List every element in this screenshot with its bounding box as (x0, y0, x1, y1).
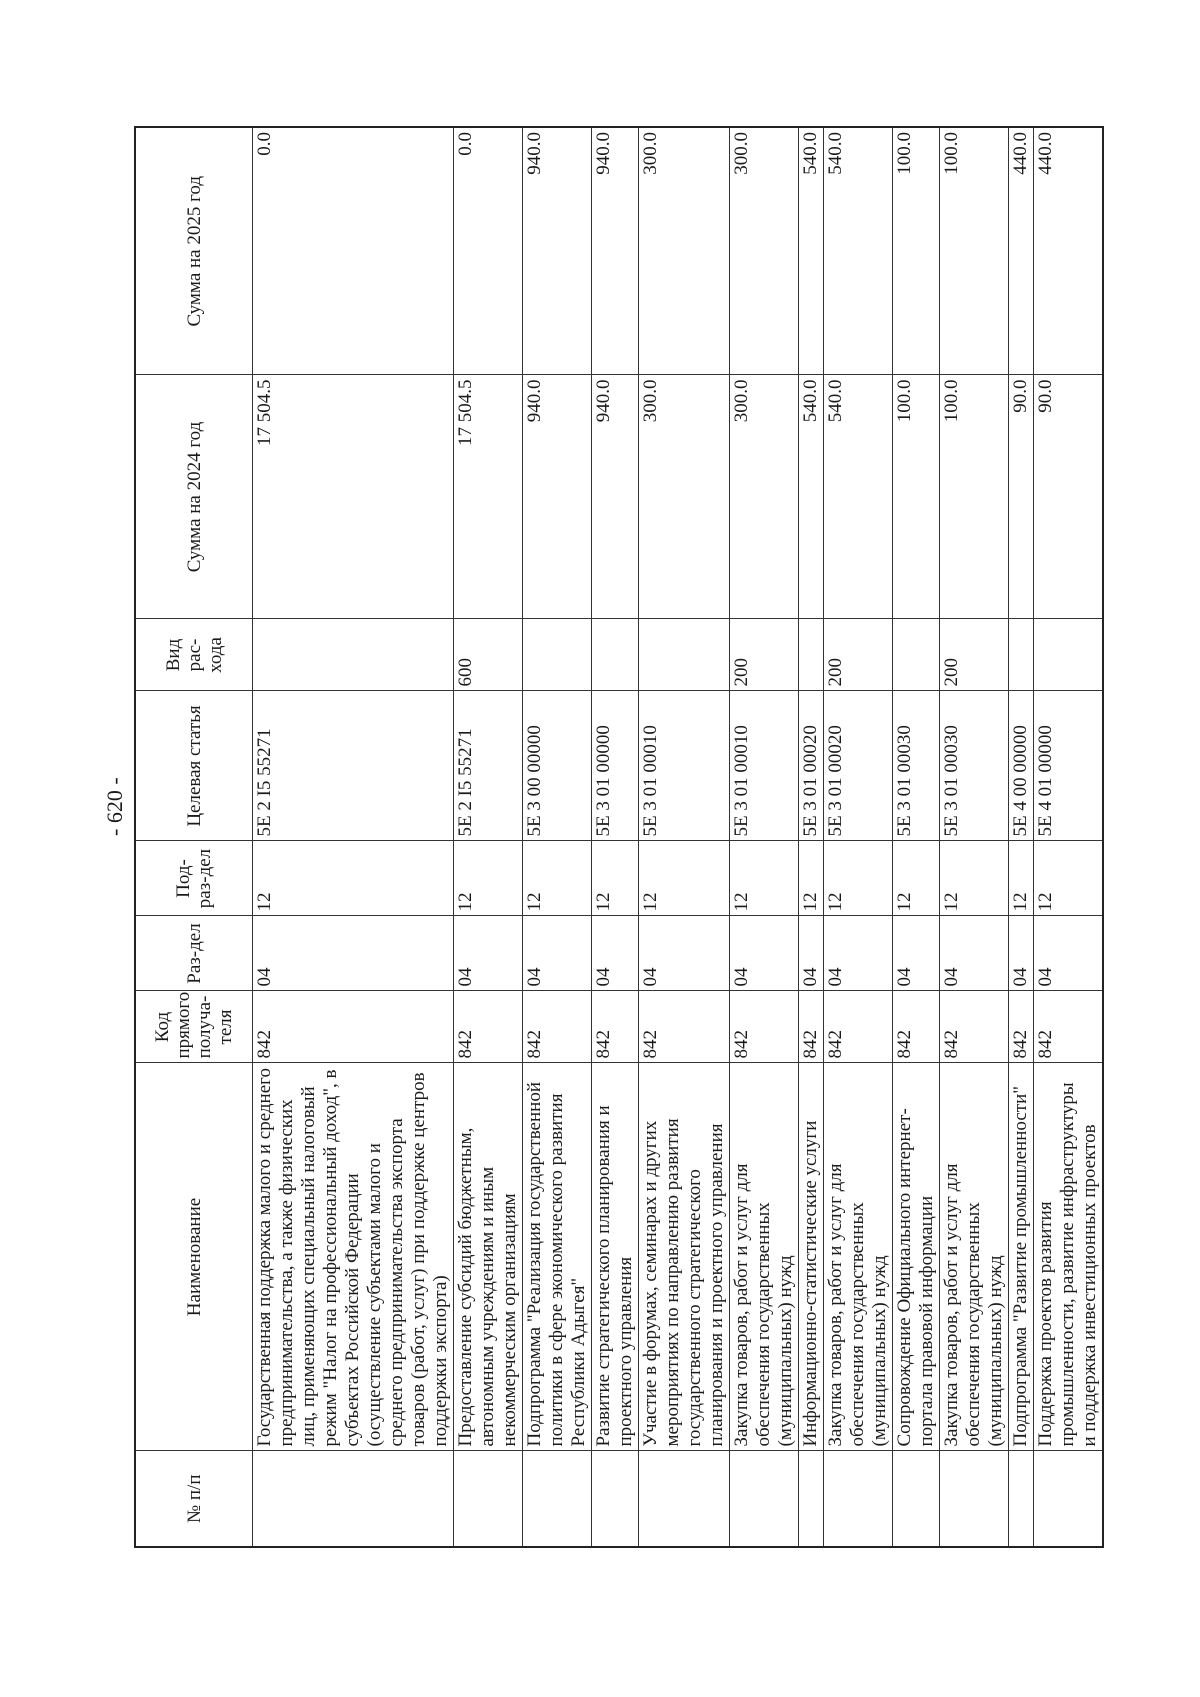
cell-recipient: 842 (1009, 991, 1034, 1063)
cell-sum-2024: 100.0 (893, 375, 940, 619)
cell-sum-2024: 90.0 (1034, 375, 1104, 619)
cell-target: 5Е 3 01 00020 (824, 691, 893, 841)
cell-target: 5Е 3 01 00020 (799, 691, 824, 841)
cell-section: 04 (730, 916, 799, 991)
cell-section: 04 (454, 916, 523, 991)
table-row (1009, 127, 1034, 1547)
cell-sum-2025: 100.0 (893, 127, 940, 375)
cell-no (730, 1451, 799, 1547)
cell-subsection: 12 (639, 841, 730, 916)
cell-section: 04 (1009, 916, 1034, 991)
cell-recipient: 842 (940, 991, 1009, 1063)
cell-expense: 200 (730, 619, 799, 691)
cell-name: Предоставление субсидий бюджетным, автономным учреждениям и иным некоммерческим организациям (454, 1063, 523, 1451)
cell-subsection: 12 (1009, 841, 1034, 916)
table-row (799, 127, 824, 1547)
cell-expense: 200 (824, 619, 893, 691)
table-row (454, 127, 523, 1547)
cell-sum-2024: 100.0 (940, 375, 1009, 619)
cell-recipient: 842 (454, 991, 523, 1063)
table-row (824, 127, 893, 1547)
cell-recipient: 842 (799, 991, 824, 1063)
header-target: Целевая статья (135, 691, 253, 841)
cell-name: Развитие стратегического планирования и проектного управления (592, 1063, 639, 1451)
cell-no (1034, 1451, 1104, 1547)
cell-no (592, 1451, 639, 1547)
cell-sum-2024: 17 504.5 (253, 375, 454, 619)
header-sum-2024: Сумма на 2024 год (135, 375, 253, 619)
header-subsection: Под-раз-дел (135, 841, 253, 916)
table-row (940, 127, 1009, 1547)
cell-subsection: 12 (799, 841, 824, 916)
header-sum-2025: Сумма на 2025 год (135, 127, 253, 375)
cell-name: Участие в форумах, семинарах и других мероприятиях по направлению развития государственного стратегического планирования и проектного управления (639, 1063, 730, 1451)
cell-no (1009, 1451, 1034, 1547)
cell-target: 5Е 4 01 00000 (1034, 691, 1104, 841)
cell-recipient: 842 (893, 991, 940, 1063)
cell-sum-2025: 300.0 (730, 127, 799, 375)
cell-subsection: 12 (592, 841, 639, 916)
cell-target: 5Е 2 I5 55271 (253, 691, 454, 841)
cell-section: 04 (1034, 916, 1104, 991)
cell-subsection: 12 (940, 841, 1009, 916)
cell-sum-2024: 300.0 (730, 375, 799, 619)
cell-recipient: 842 (253, 991, 454, 1063)
cell-section: 04 (592, 916, 639, 991)
cell-name: Подпрограмма "Реализация государственной политики в сфере экономического развития Республики Адыгея" (523, 1063, 592, 1451)
header-row (135, 127, 253, 1547)
rotated-budget-table-wrapper (134, 128, 1100, 1548)
cell-target: 5Е 3 01 00030 (940, 691, 1009, 841)
cell-sum-2024: 940.0 (523, 375, 592, 619)
cell-subsection: 12 (253, 841, 454, 916)
cell-section: 04 (824, 916, 893, 991)
cell-name: Поддержка проектов развития промышленности, развитие инфраструктуры и поддержка инвестиционных проектов (1034, 1063, 1104, 1451)
budget-table (134, 126, 1104, 1548)
cell-expense (799, 619, 824, 691)
cell-section: 04 (799, 916, 824, 991)
cell-expense (893, 619, 940, 691)
cell-sum-2024: 300.0 (639, 375, 730, 619)
cell-subsection: 12 (1034, 841, 1104, 916)
cell-section: 04 (893, 916, 940, 991)
header-recipient: Код прямого получа-теля (135, 991, 253, 1063)
cell-sum-2025: 0.0 (253, 127, 454, 375)
cell-sum-2024: 17 504.5 (454, 375, 523, 619)
cell-subsection: 12 (730, 841, 799, 916)
cell-target: 5Е 2 I5 55271 (454, 691, 523, 841)
cell-sum-2025: 540.0 (799, 127, 824, 375)
cell-no (253, 1451, 454, 1547)
cell-subsection: 12 (454, 841, 523, 916)
cell-section: 04 (940, 916, 1009, 991)
header-no: № п/п (135, 1451, 253, 1547)
cell-sum-2025: 300.0 (639, 127, 730, 375)
cell-sum-2025: 100.0 (940, 127, 1009, 375)
page-number: - 620 - (102, 777, 127, 836)
cell-recipient: 842 (523, 991, 592, 1063)
cell-expense (592, 619, 639, 691)
cell-expense: 200 (940, 619, 1009, 691)
cell-sum-2025: 940.0 (523, 127, 592, 375)
cell-expense: 600 (454, 619, 523, 691)
cell-expense (1034, 619, 1104, 691)
cell-no (824, 1451, 893, 1547)
cell-target: 5Е 3 01 00010 (639, 691, 730, 841)
cell-target: 5Е 4 00 00000 (1009, 691, 1034, 841)
cell-no (893, 1451, 940, 1547)
cell-sum-2024: 90.0 (1009, 375, 1034, 619)
cell-sum-2025: 940.0 (592, 127, 639, 375)
cell-name: Сопровождение Официального интернет-портала правовой информации (893, 1063, 940, 1451)
cell-expense (253, 619, 454, 691)
cell-no (639, 1451, 730, 1547)
cell-name: Закупка товаров, работ и услуг для обеспечения государственных (муниципальных) нужд (824, 1063, 893, 1451)
cell-no (523, 1451, 592, 1547)
table-row (639, 127, 730, 1547)
cell-no (940, 1451, 1009, 1547)
cell-subsection: 12 (824, 841, 893, 916)
cell-sum-2025: 440.0 (1034, 127, 1104, 375)
table-row (523, 127, 592, 1547)
header-expense: Вид рас-хода (135, 619, 253, 691)
cell-expense (523, 619, 592, 691)
cell-expense (639, 619, 730, 691)
cell-no (454, 1451, 523, 1547)
table-row (253, 127, 454, 1547)
cell-subsection: 12 (893, 841, 940, 916)
header-name: Наименование (135, 1063, 253, 1451)
cell-name: Подпрограмма "Развитие промышленности" (1009, 1063, 1034, 1451)
cell-name: Информационно-статистические услуги (799, 1063, 824, 1451)
cell-subsection: 12 (523, 841, 592, 916)
cell-recipient: 842 (824, 991, 893, 1063)
header-section: Раз-дел (135, 916, 253, 991)
cell-section: 04 (639, 916, 730, 991)
cell-target: 5Е 3 01 00000 (592, 691, 639, 841)
cell-section: 04 (523, 916, 592, 991)
cell-name: Закупка товаров, работ и услуг для обеспечения государственных (муниципальных) нужд (730, 1063, 799, 1451)
cell-expense (1009, 619, 1034, 691)
cell-target: 5Е 3 01 00030 (893, 691, 940, 841)
cell-no (799, 1451, 824, 1547)
cell-sum-2024: 540.0 (824, 375, 893, 619)
cell-target: 5Е 3 01 00010 (730, 691, 799, 841)
cell-target: 5Е 3 00 00000 (523, 691, 592, 841)
table-row (592, 127, 639, 1547)
cell-sum-2025: 440.0 (1009, 127, 1034, 375)
table-row (730, 127, 799, 1547)
cell-sum-2024: 540.0 (799, 375, 824, 619)
table-row (893, 127, 940, 1547)
cell-name: Закупка товаров, работ и услуг для обеспечения государственных (муниципальных) нужд (940, 1063, 1009, 1451)
cell-name: Государственная поддержка малого и среднего предпринимательства, а также физических лиц, применяющих специальный налоговый режим "Налог на профессиональный доход", в субъектах Российской Федерации (осуществление субъектами малого и среднего предпринимательства экспорта товаров (работ, услуг) при поддержке центров поддержки экспорта) (253, 1063, 454, 1451)
cell-recipient: 842 (730, 991, 799, 1063)
cell-recipient: 842 (639, 991, 730, 1063)
cell-recipient: 842 (592, 991, 639, 1063)
cell-recipient: 842 (1034, 991, 1104, 1063)
cell-sum-2025: 0.0 (454, 127, 523, 375)
cell-section: 04 (253, 916, 454, 991)
cell-sum-2024: 940.0 (592, 375, 639, 619)
table-row (1034, 127, 1104, 1547)
cell-sum-2025: 540.0 (824, 127, 893, 375)
